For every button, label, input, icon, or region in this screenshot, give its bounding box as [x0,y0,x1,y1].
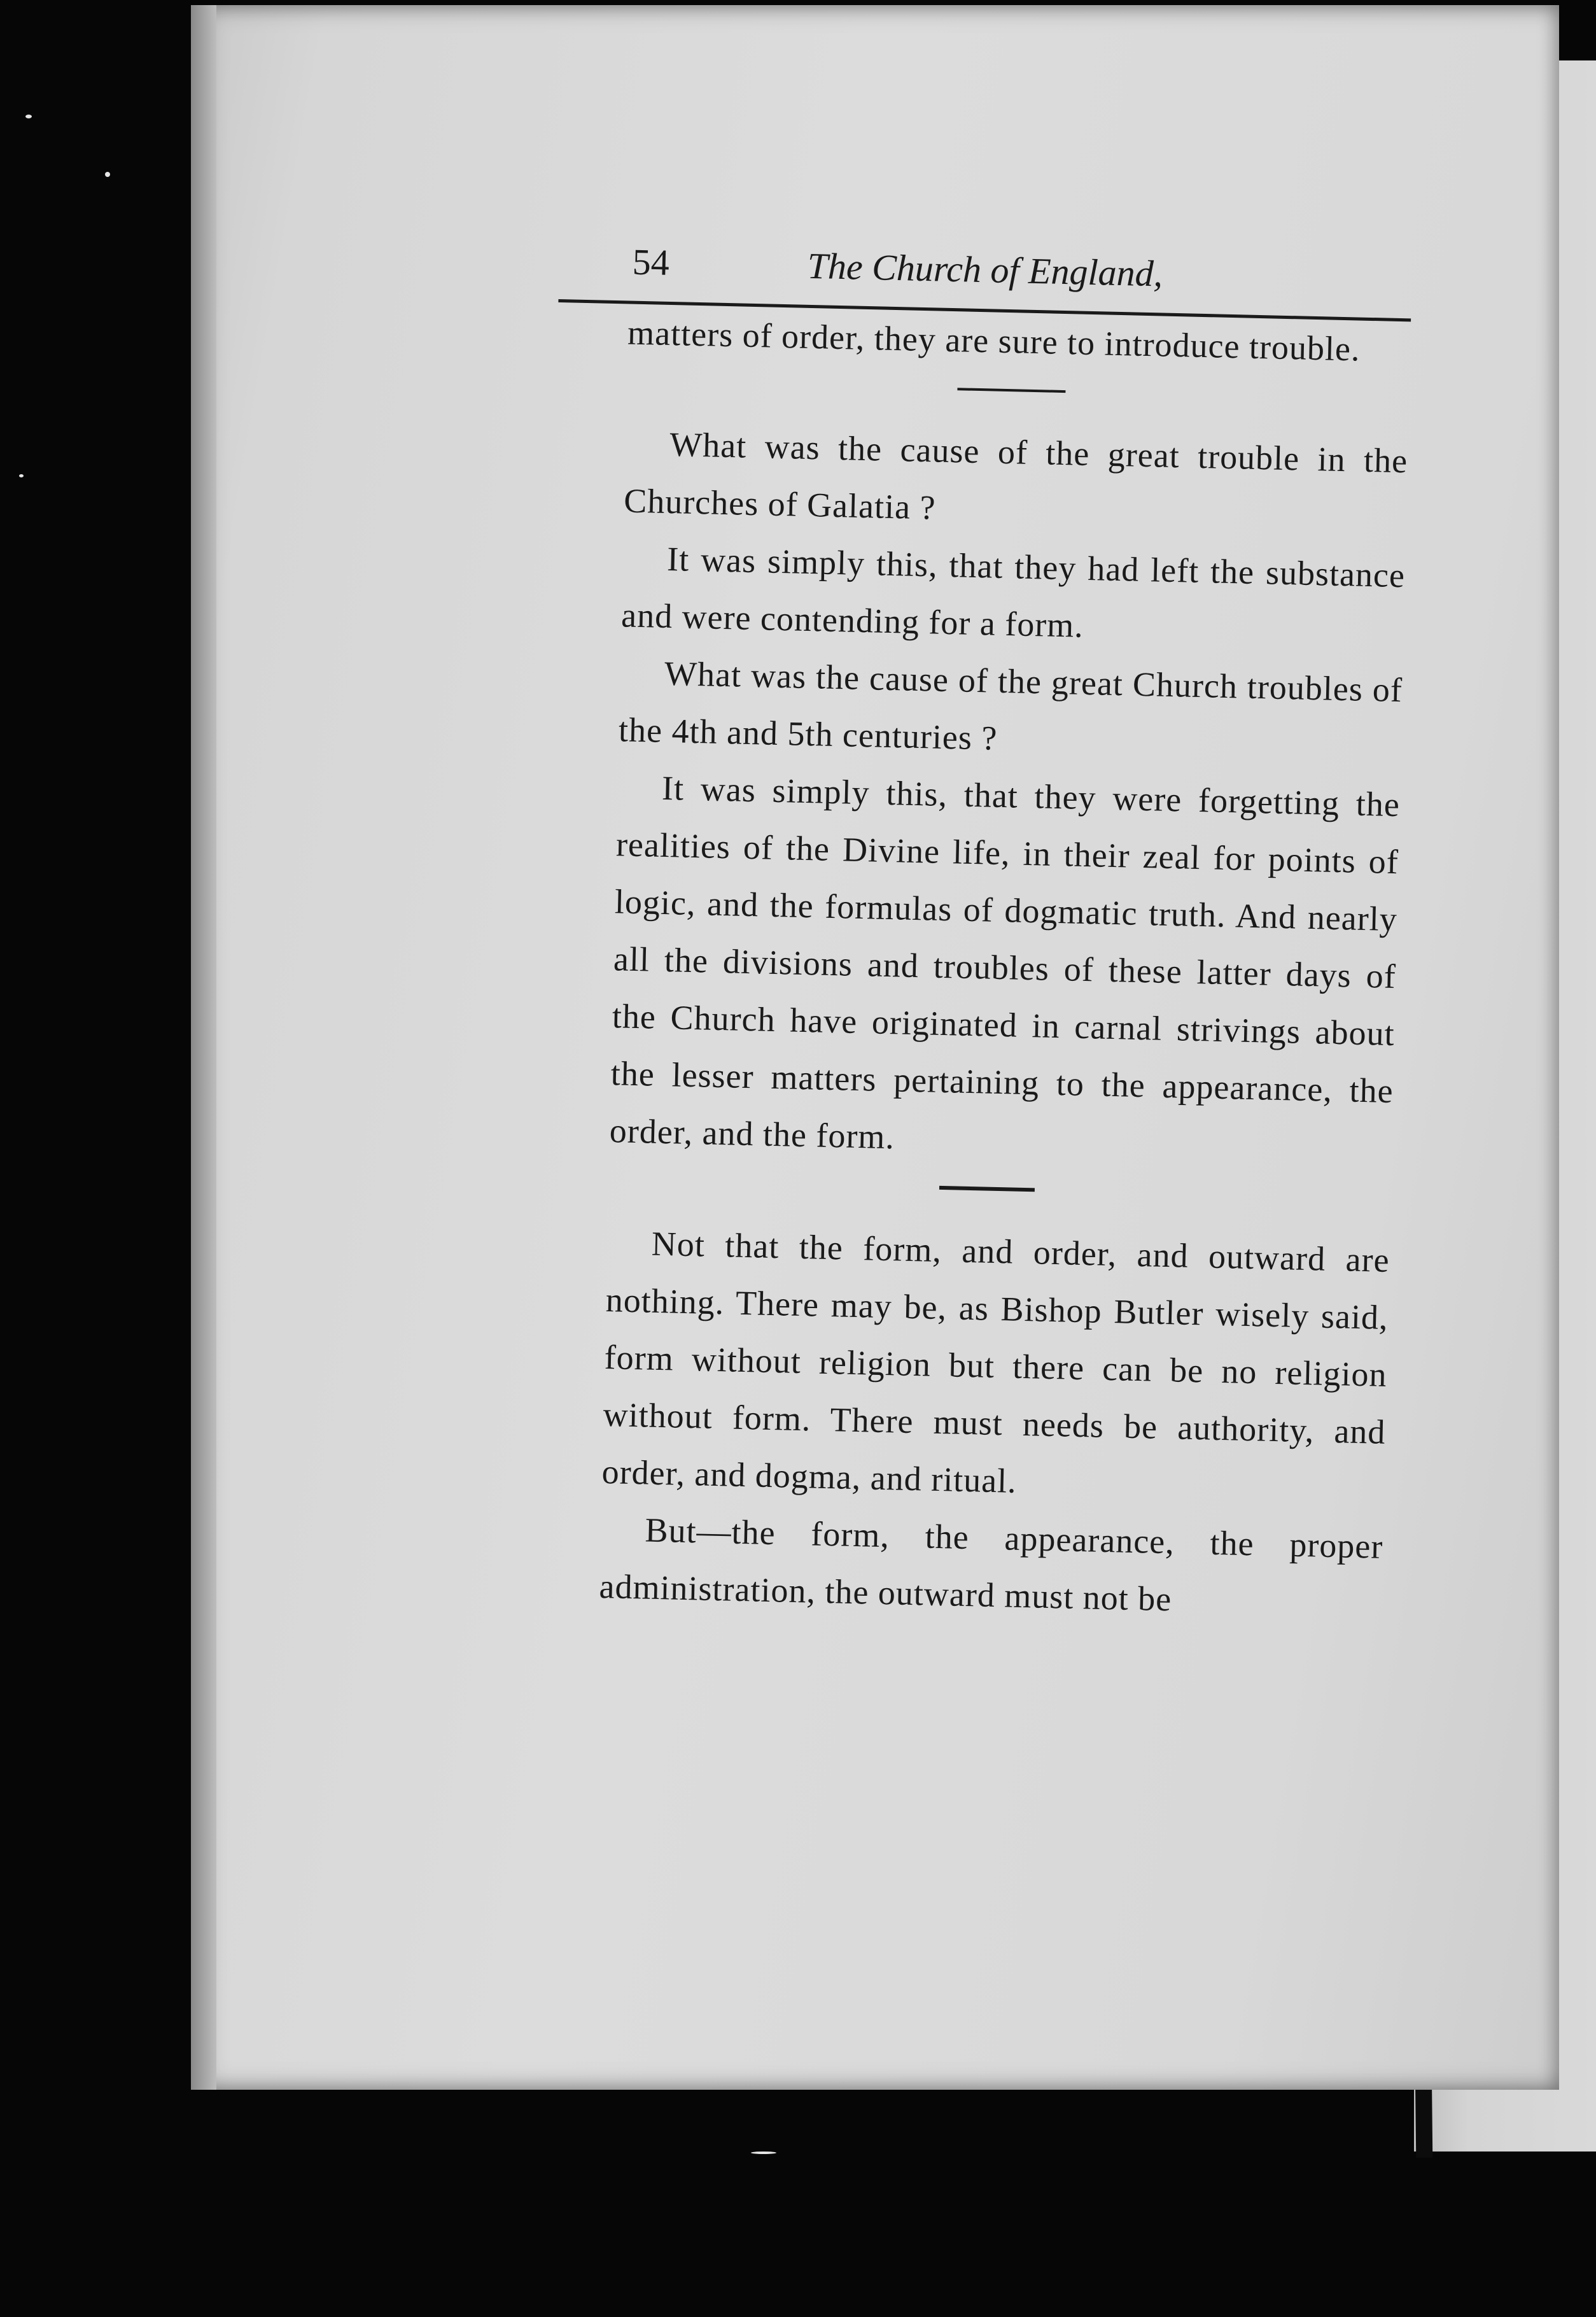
page-content [529,229,1413,1633]
section-divider [939,1186,1035,1192]
page-number: 54 [632,241,670,283]
paragraph: But—the form, the appearance, the proper administration, the outward must not be [598,1511,1384,1619]
paragraph: It was simply this, that they had left the substance and were contending for a form. [620,539,1406,645]
paragraph: It was simply this, that they were forgetting the realities of the Divine life, in their zeal for points of logic, and the formulas of dogmatic truth. And nearly all the divisions and troubles of these latter days of the Church have originated in carnal strivings about the lesser matters pertaining to the appearance, the order, and the form. [609,768,1401,1157]
paragraph: matters of order, they are sure to introduce trouble. [627,313,1361,369]
page-edge-shadow [191,5,216,2090]
paragraph: Not that the form, and order, and outward are nothing. There may be, as Bishop Butler wisely said, form without religion but there can be no religion without form. There must needs be authority, and order, and dogma, and ritual. [601,1224,1390,1500]
running-title: The Church of England, [807,244,1163,295]
paragraph: What was the cause of the great trouble in the Churches of Galatia ? [623,425,1408,527]
body-text [529,302,1411,1633]
section-divider [957,388,1065,393]
paragraph: What was the cause of the great Church troubles of the 4th and 5th centuries ? [618,654,1403,757]
